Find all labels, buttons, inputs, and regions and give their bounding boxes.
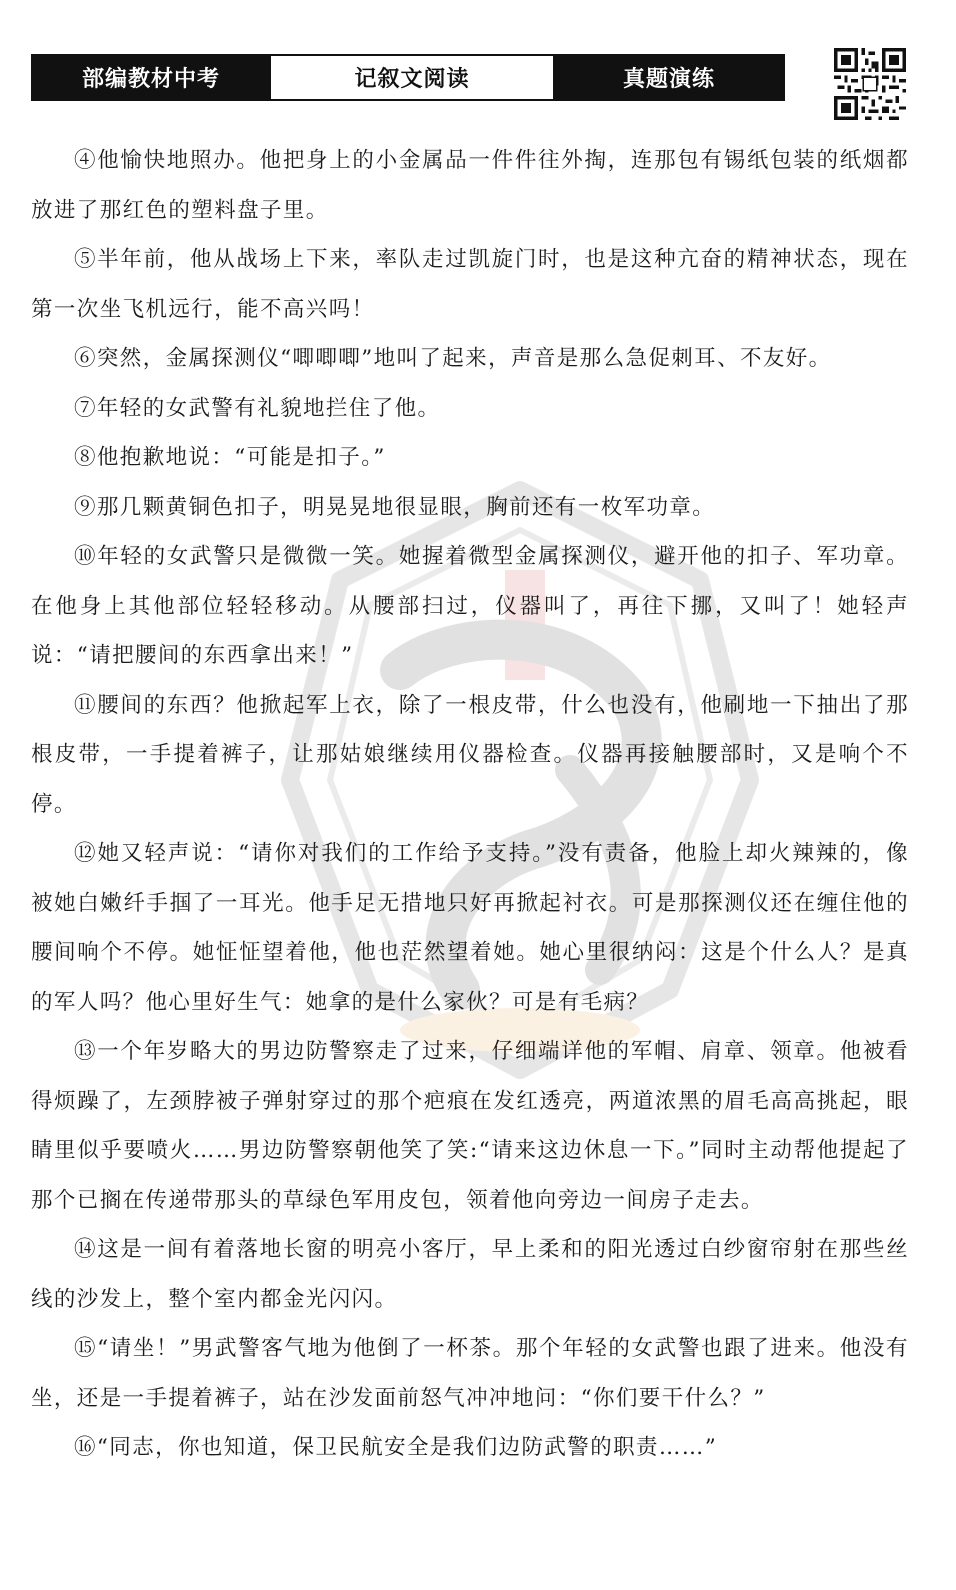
paragraph-8: ⑧他抱歉地说：“可能是扣子。” <box>74 445 386 470</box>
paragraph-5: ⑤半年前，他从战场上下来，率队走过凯旋门时，也是这种亢奋的精神状态，现在第一次坐飞机远行，能不高兴吗！ <box>31 247 909 322</box>
header-series-label: 部编教材中考 <box>33 56 269 99</box>
paragraph-11: ⑪腰间的东西？他掀起军上衣，除了一根皮带，什么也没有，他刷地一下抽出了那根皮带，一手提着裤子，让那姑娘继续用仪器检查。仪器再接触腰部时，又是响个不停。 <box>31 692 909 817</box>
passage-body <box>31 136 909 1473</box>
paragraph-9: ⑨那几颗黄铜色扣子，明晃晃地很显眼，胸前还有一枚军功章。 <box>74 494 716 520</box>
qr-code-icon <box>834 48 906 120</box>
paragraph-12: ⑫她又轻声说：“请你对我们的工作给予支持。”没有责备，他脸上却火辣辣的，像被她白嫩纤手掴了一耳光。他手足无措地只好再掀起衬衣。可是那探测仪还在缠住他的腰间响个不停。她怔怔望着他，他也茫然望着她。她心里很纳闷：这是个什么人？是真的军人吗？他心里好生气：她拿的是什么家伙？可是有毛病？ <box>31 841 909 1015</box>
paragraph-10: ⑩年轻的女武警只是微微一笑。她握着微型金属探测仪，避开他的扣子、军功章。在他身上其他部位轻轻移动。从腰部扫过，仪器叫了，再往下挪，又叫了！她轻声说：“请把腰间的东西拿出来！” <box>31 544 909 668</box>
header-topic-label: 记叙文阅读 <box>269 56 555 99</box>
paragraph-14: ⑭这是一间有着落地长窗的明亮小客厅，早上柔和的阳光透过白纱窗帘射在那些丝线的沙发上，整个室内都金光闪闪。 <box>31 1237 909 1312</box>
paragraph-15: ⑮“请坐！”男武警客气地为他倒了一杯茶。那个年轻的女武警也跟了进来。他没有坐，还是一手提着裤子，站在沙发面前怒气冲冲地问：“你们要干什么？” <box>31 1336 909 1411</box>
paragraph-6: ⑥突然，金属探测仪“唧唧唧”地叫了起来，声音是那么急促刺耳、不友好。 <box>74 346 832 371</box>
page-header-bar <box>31 54 785 101</box>
paragraph-4: ④他愉快地照办。他把身上的小金属品一件件往外掏，连那包有锡纸包装的纸烟都放进了那红色的塑料盘子里。 <box>31 148 909 223</box>
paragraph-16: ⑯“同志，你也知道，保卫民航安全是我们边防武警的职责……” <box>74 1435 718 1460</box>
paragraph-7: ⑦年轻的女武警有礼貌地拦住了他。 <box>74 395 441 421</box>
header-section-label: 真题演练 <box>555 56 783 99</box>
paragraph-13: ⑬一个年岁略大的男边防警察走了过来，仔细端详他的军帽、肩章、领章。他被看得烦躁了，左颈脖被子弹射穿过的那个疤痕在发红透亮，两道浓黑的眉毛高高挑起，眼睛里似乎要喷火……男边防警察朝他笑了笑:“请来这边休息一下。”同时主动帮他提起了那个已搁在传递带那头的草绿色军用皮包，领着他向旁边一间房子走去。 <box>31 1039 909 1213</box>
